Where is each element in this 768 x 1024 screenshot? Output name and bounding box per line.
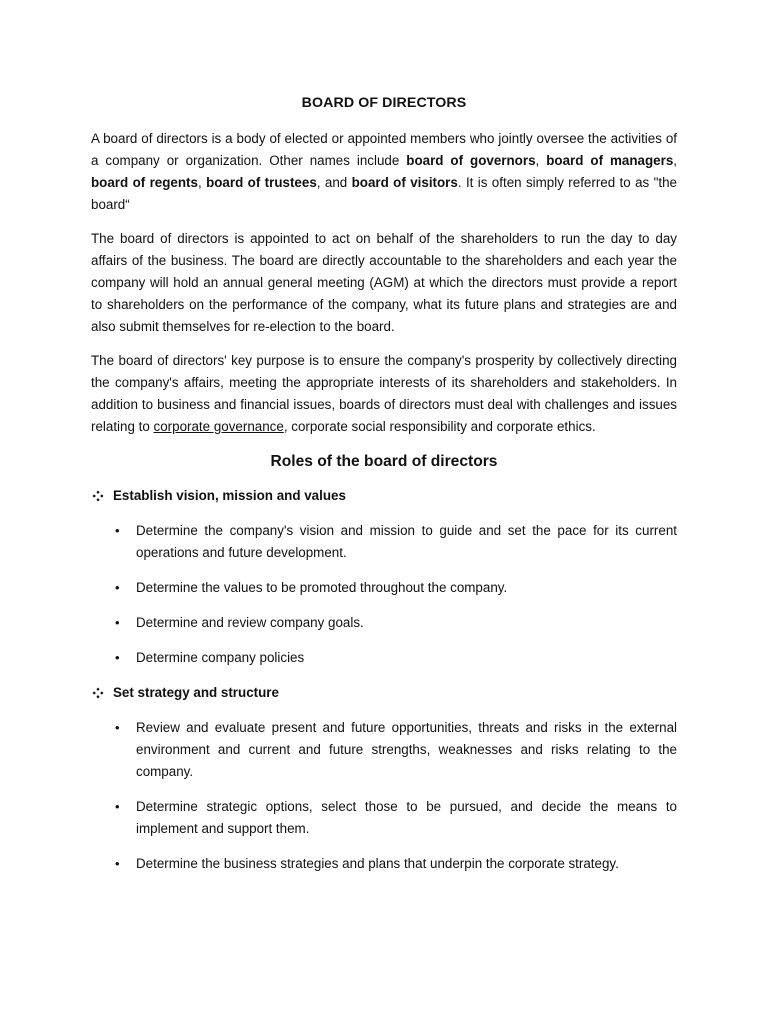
term-board-of-governors: board of governors [406, 153, 536, 168]
intro-text-1: A board of directors is a body of elected or appointed members who jointly oversee the activities of a company or organization. Other names include [91, 131, 677, 168]
bullet-icon: • [115, 523, 120, 538]
section-heading-text: Set strategy and structure [113, 685, 279, 700]
section-heading-vision [91, 485, 677, 507]
intro-paragraph [91, 128, 677, 216]
term-board-of-regents: board of regents [91, 175, 198, 190]
bullet-icon: • [115, 720, 120, 735]
list-item-text: Determine company policies [136, 650, 305, 665]
agm-paragraph: The board of directors is appointed to act on behalf of the shareholders to run the day to day affairs of the business. The board are directly accountable to the shareholders and each year the company will hold an annual general meeting (AGM) at which the directors must provide a report to shareholders on the performance of the company, what its future plans and strategies are and also submit themselves for re-election to the board. [91, 231, 677, 334]
list-item [91, 647, 677, 669]
term-board-of-managers: board of managers [546, 153, 674, 168]
list-item-text: Determine the company's vision and mission to guide and set the pace for its current operations and future development. [136, 523, 677, 560]
purpose-text-2: , corporate social responsibility and corporate ethics. [283, 419, 596, 434]
list-item-text: Review and evaluate present and future opportunities, threats and risks in the external environment and current and future strengths, weaknesses and risks relating to the company. [136, 720, 677, 779]
vision-bullet-list [91, 520, 677, 669]
list-item-text: Determine and review company goals. [136, 615, 364, 630]
term-board-of-trustees: board of trustees [206, 175, 317, 190]
corporate-governance-link[interactable]: corporate governance [153, 419, 284, 434]
purpose-paragraph [91, 350, 677, 438]
bullet-icon: • [115, 650, 120, 665]
list-item [91, 853, 677, 875]
bullet-icon: • [115, 856, 120, 871]
document-title: BOARD OF DIRECTORS [301, 95, 467, 111]
document-body [91, 92, 677, 888]
list-item-text: Determine the business strategies and plans that underpin the corporate strategy. [136, 856, 619, 871]
list-item [91, 612, 677, 634]
roles-heading: Roles of the board of directors [270, 453, 498, 470]
list-item [91, 577, 677, 599]
list-item [91, 796, 677, 840]
intro-text-6: . It is often simply referred to as "the board“ [91, 175, 677, 212]
list-item [91, 520, 677, 564]
bullet-icon: • [115, 580, 120, 595]
intro-text-2: , [535, 153, 547, 168]
bullet-icon: • [115, 615, 120, 630]
bullet-icon: • [115, 799, 120, 814]
intro-text-4: , [197, 175, 207, 190]
term-board-of-visitors: board of visitors [351, 175, 458, 190]
section-heading-strategy [91, 682, 677, 704]
purpose-text-1: The board of directors' key purpose is to ensure the company's prosperity by collectively directing the company's affairs, meeting the appropriate interests of its shareholders and stakeholders. In addition to business and financial issues, boards of directors must deal with challenges and issues relating to [91, 353, 677, 434]
list-item [91, 717, 677, 783]
section-heading-text: Establish vision, mission and values [113, 488, 346, 503]
intro-text-5: , and [316, 175, 352, 190]
list-item-text: Determine the values to be promoted throughout the company. [136, 580, 508, 595]
intro-text-3: , [673, 153, 678, 168]
diamond-cluster-icon [91, 682, 105, 704]
list-item-text: Determine strategic options, select those to be pursued, and decide the means to implement and support them. [136, 799, 677, 836]
strategy-bullet-list [91, 717, 677, 875]
diamond-cluster-icon [91, 485, 105, 507]
